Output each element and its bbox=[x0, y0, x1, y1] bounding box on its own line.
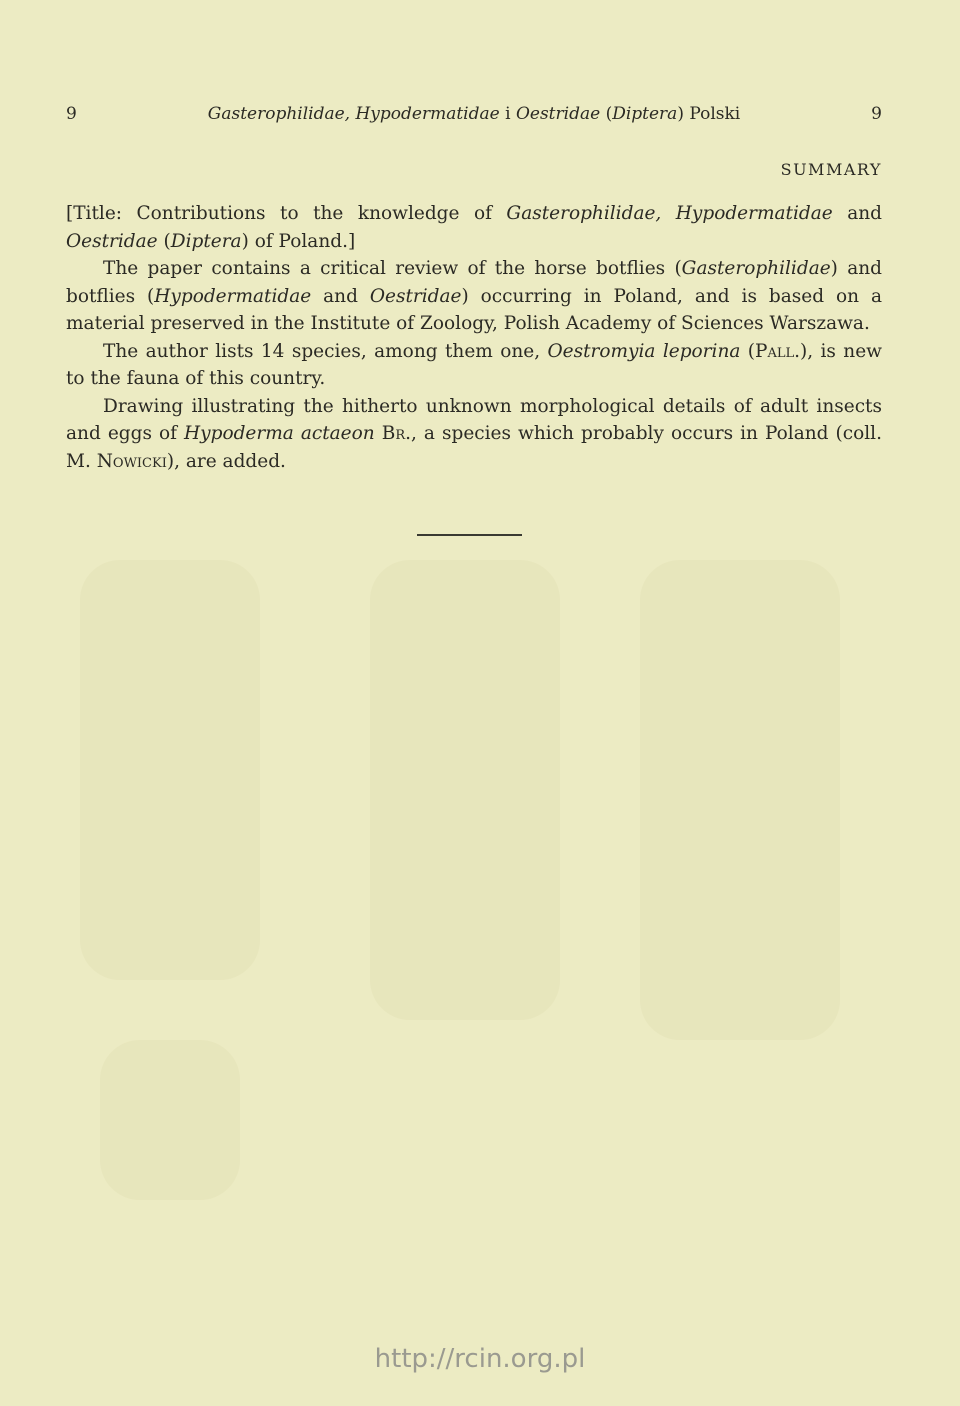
show-through-shape bbox=[80, 560, 260, 980]
paragraph-review bbox=[66, 255, 882, 338]
show-through-shape bbox=[100, 1040, 240, 1200]
text-run: The paper contains a critical review of the horse botflies ( bbox=[103, 258, 682, 279]
taxon-name: Gasterophilidae, Hypodermatidae bbox=[506, 203, 833, 224]
text-run: Drawing illustrating the hitherto unknown morphological details of adult insects and eggs of bbox=[66, 395, 882, 444]
paragraph-drawings bbox=[66, 393, 882, 476]
text-run: ( bbox=[157, 230, 171, 252]
show-through-shape bbox=[370, 560, 560, 1020]
taxon-name: Oestridae bbox=[66, 230, 158, 252]
page-number-left: 9 bbox=[66, 104, 77, 124]
text-run: ) of Poland.] bbox=[241, 230, 356, 252]
show-through-shape bbox=[640, 560, 840, 1040]
text-run: and bbox=[832, 203, 883, 224]
paragraph-title bbox=[66, 200, 882, 255]
text-run: The author lists 14 species, among them one, bbox=[103, 340, 548, 362]
text-run: ( bbox=[740, 340, 755, 362]
collector-name: Nowicki bbox=[96, 450, 167, 472]
taxon-name: Hypoderma actaeon bbox=[184, 423, 375, 444]
running-title-paren-close: ) bbox=[677, 104, 684, 124]
running-title-taxa: Gasterophilidae, Hypodermatidae bbox=[207, 104, 500, 124]
text-run: , a species which probably occurs in Poland (coll. M. bbox=[66, 423, 882, 472]
page-header bbox=[66, 104, 882, 128]
page-number-right: 9 bbox=[871, 104, 882, 124]
taxon-name: Gasterophilidae bbox=[681, 258, 831, 279]
section-title: SUMMARY bbox=[780, 160, 882, 179]
source-watermark: http://rcin.org.pl bbox=[374, 1344, 586, 1374]
taxon-name: Oestromyia leporina bbox=[547, 340, 741, 362]
running-title-oestridae: Oestridae bbox=[515, 104, 601, 124]
text-run bbox=[375, 423, 382, 444]
paragraph-species bbox=[66, 338, 882, 393]
author-abbrev: Pall. bbox=[755, 340, 800, 362]
running-title-diptera: Diptera bbox=[612, 104, 678, 124]
section-divider bbox=[417, 534, 522, 536]
running-title bbox=[66, 104, 882, 124]
text-run: ), are added. bbox=[166, 450, 286, 472]
author-abbrev: Br. bbox=[381, 423, 411, 444]
running-title-conj: i bbox=[505, 104, 511, 124]
running-title-tail: Polski bbox=[689, 104, 741, 124]
text-run: [Title: Contributions to the knowledge of bbox=[66, 203, 507, 224]
text-run: ), is new to the fauna of this country. bbox=[66, 340, 882, 389]
running-title-paren-open: ( bbox=[605, 104, 613, 124]
taxon-name: Hypodermatidae bbox=[154, 285, 312, 307]
text-run: ) occurring in Poland, and is based on a material preserved in the Institute of Zoology, Polish Academy of Sciences Warszawa. bbox=[66, 285, 882, 334]
text-run: ) and botflies ( bbox=[66, 258, 882, 307]
taxon-name: Oestridae bbox=[369, 285, 462, 307]
summary-body bbox=[66, 200, 882, 475]
taxon-name: Diptera bbox=[170, 230, 242, 252]
text-run: and bbox=[311, 285, 370, 307]
